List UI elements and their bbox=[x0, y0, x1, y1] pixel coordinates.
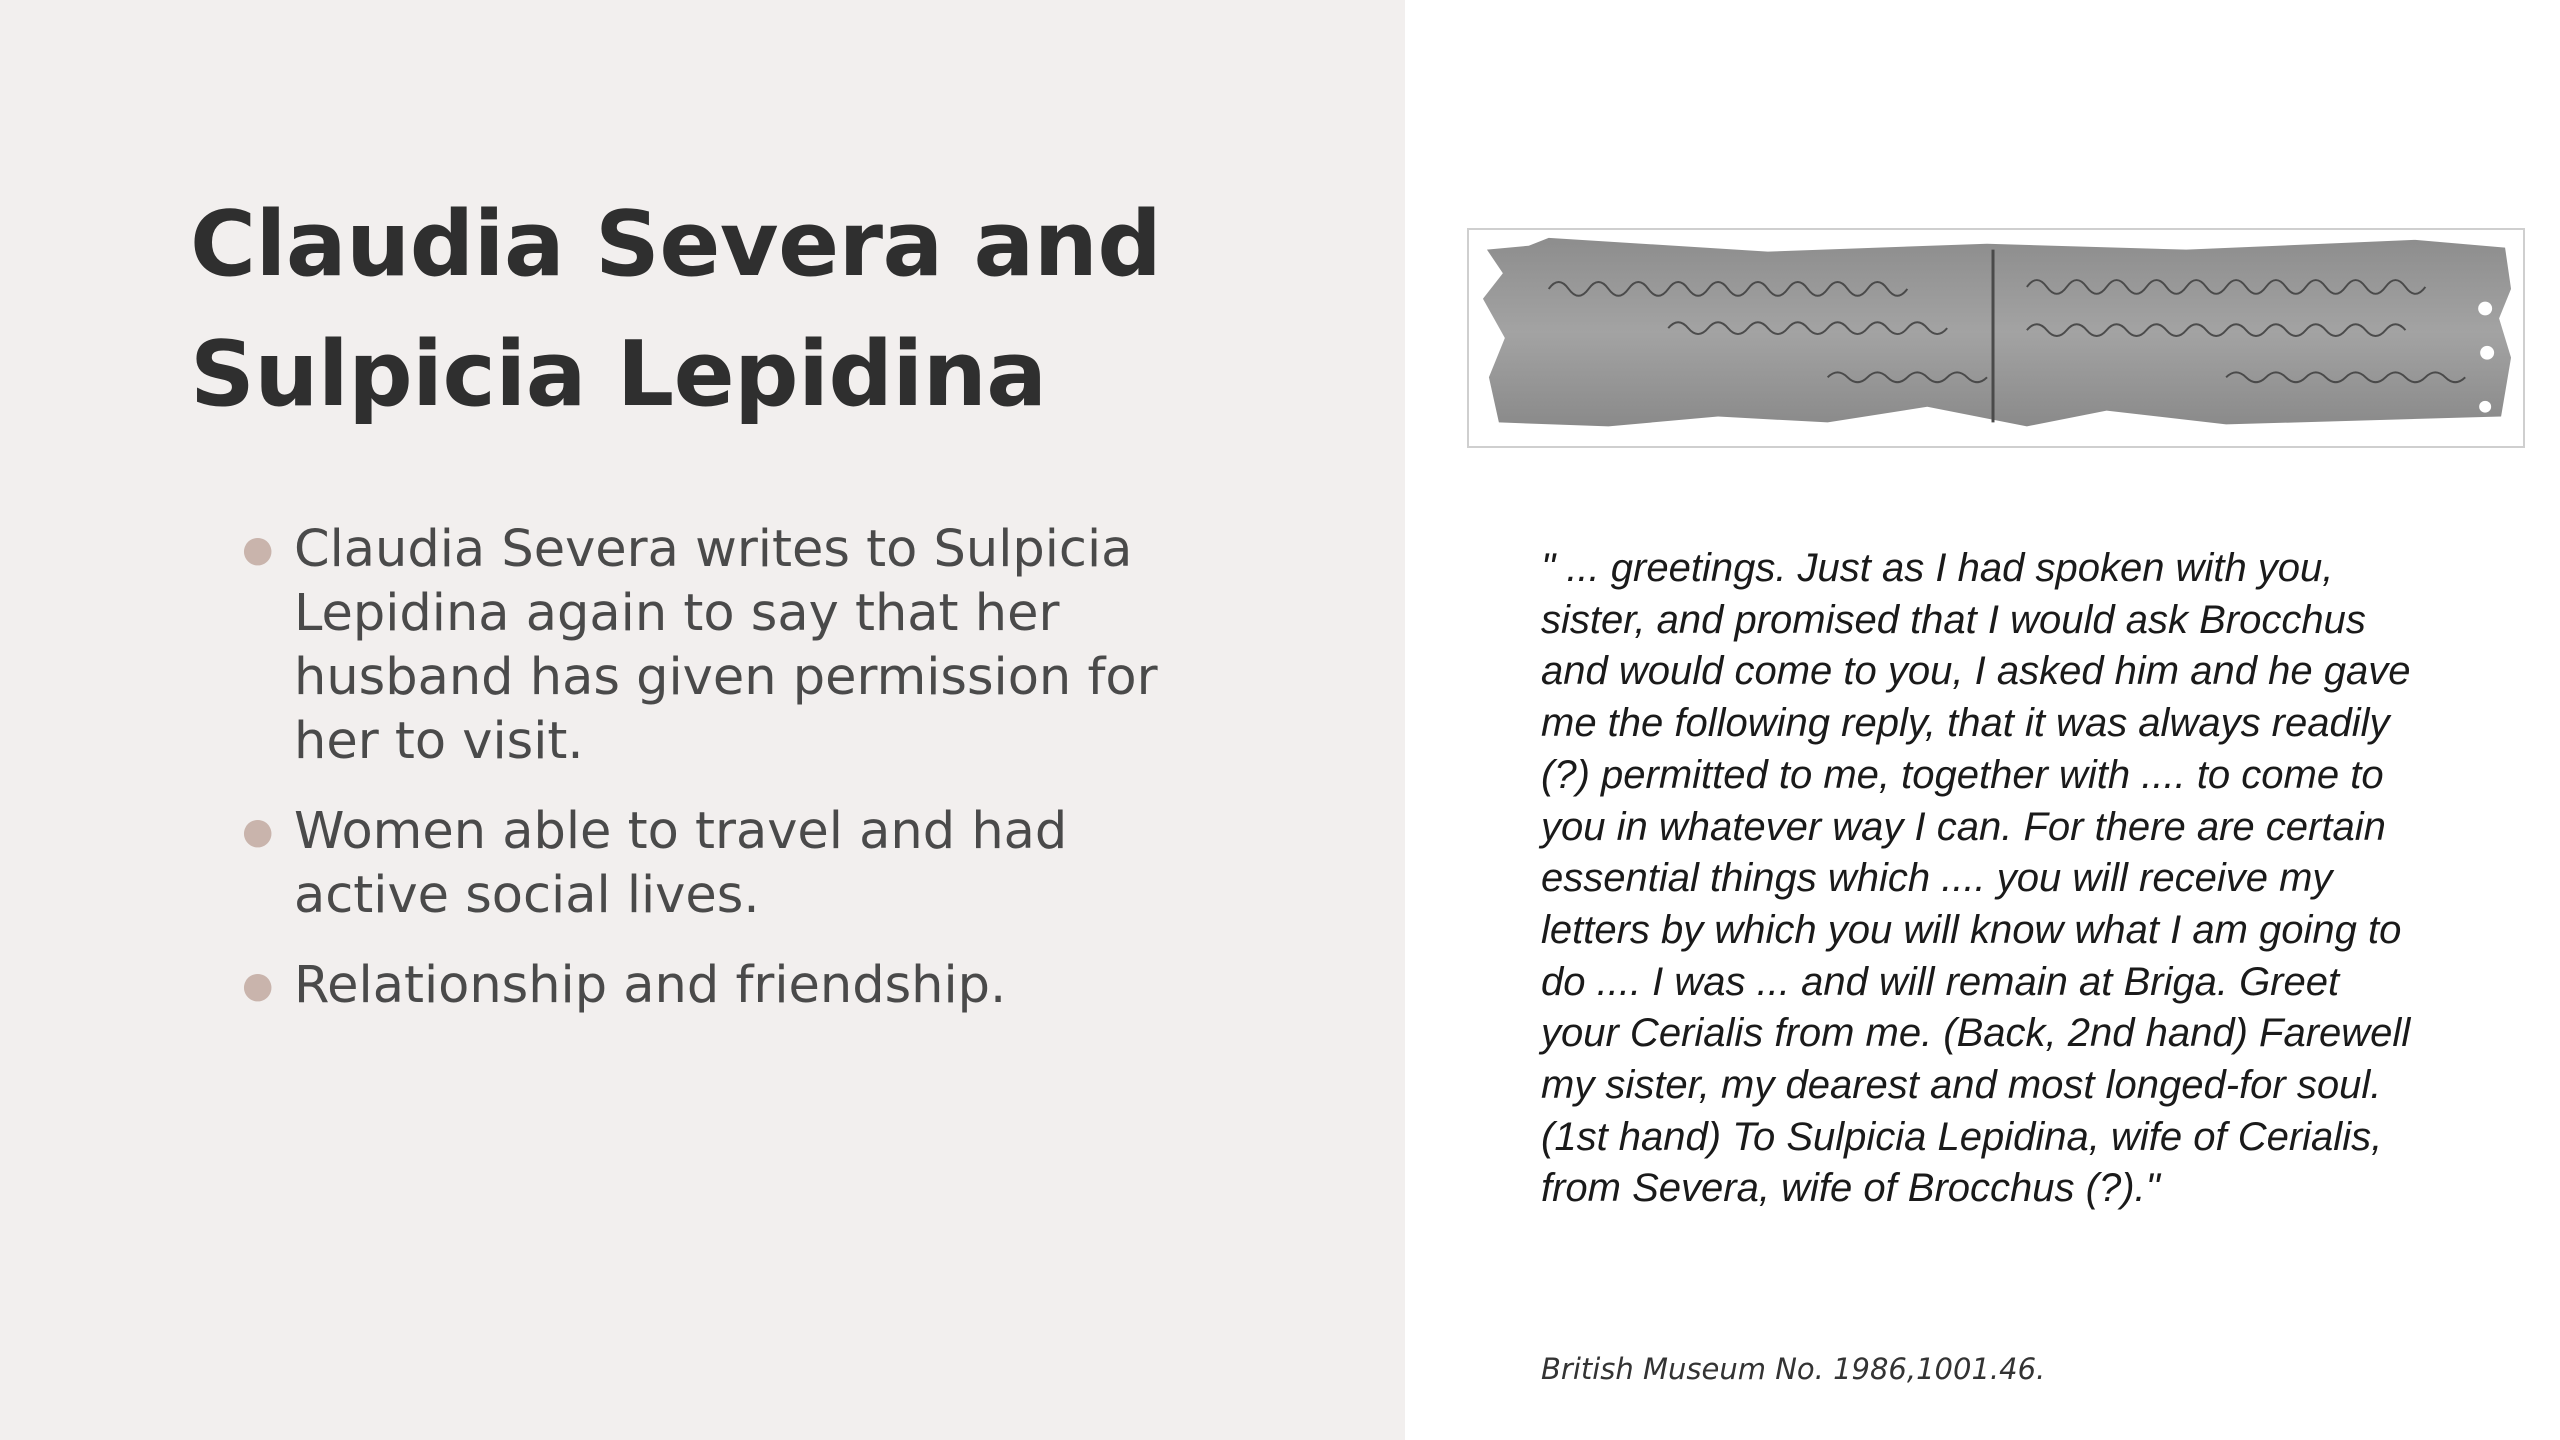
bullet-text: Women able to travel and had bbox=[294, 802, 1068, 861]
quote-line: and would come to you, I asked him and he gave bbox=[1541, 649, 2411, 694]
bullet-text: Claudia Severa writes to Sulpicia bbox=[294, 520, 1133, 579]
bullet-text: active social lives. bbox=[294, 866, 760, 925]
quote-line: letters by which you will know what I am going to bbox=[1541, 907, 2402, 952]
quote-line: (1st hand) To Sulpicia Lepidina, wife of Cerialis, bbox=[1541, 1114, 2383, 1159]
quote-line: essential things which .... you will receive my bbox=[1541, 856, 2333, 901]
bullet-text: her to visit. bbox=[294, 712, 584, 771]
bullet-dot-icon: ● bbox=[242, 965, 274, 1006]
quote-line: your Cerialis from me. (Back, 2nd hand) Farewell bbox=[1541, 1011, 2411, 1056]
quote-line: (?) permitted to me, together with .... to come to bbox=[1541, 752, 2384, 797]
quote-line: my sister, my dearest and most longed-for soul. bbox=[1541, 1063, 2382, 1108]
bullet-text: husband has given permission for bbox=[294, 648, 1158, 707]
writing-tablet-image bbox=[1467, 228, 2525, 448]
quote-line: from Severa, wife of Brocchus (?)." bbox=[1541, 1166, 2160, 1211]
bullet-dot-icon: ● bbox=[242, 529, 274, 570]
quote-line: " ... greetings. Just as I had spoken with you, bbox=[1541, 546, 2334, 590]
slide-title bbox=[190, 180, 1290, 440]
image-caption: British Museum No. 1986,1001.46. bbox=[1541, 1352, 2046, 1386]
quote-line: you in whatever way I can. For there are certain bbox=[1541, 804, 2386, 849]
quote-line: me the following reply, that it was always readily bbox=[1541, 701, 2390, 746]
bullet-item bbox=[242, 518, 1182, 774]
letter-translation bbox=[1541, 543, 2501, 1215]
quote-line: sister, and promised that I would ask Brocchus bbox=[1541, 597, 2366, 642]
bullet-list bbox=[242, 518, 1182, 1044]
title-line-2: Sulpicia Lepidina bbox=[190, 322, 1047, 427]
quote-line: do .... I was ... and will remain at Briga. Greet bbox=[1541, 959, 2340, 1004]
bullet-item bbox=[242, 800, 1182, 928]
title-line-1: Claudia Severa and bbox=[190, 192, 1162, 297]
bullet-item bbox=[242, 954, 1182, 1018]
bullet-text: Relationship and friendship. bbox=[294, 956, 1007, 1015]
bullet-text: Lepidina again to say that her bbox=[294, 584, 1060, 643]
tablet-photo-icon bbox=[1469, 230, 2523, 446]
bullet-dot-icon: ● bbox=[242, 811, 274, 852]
